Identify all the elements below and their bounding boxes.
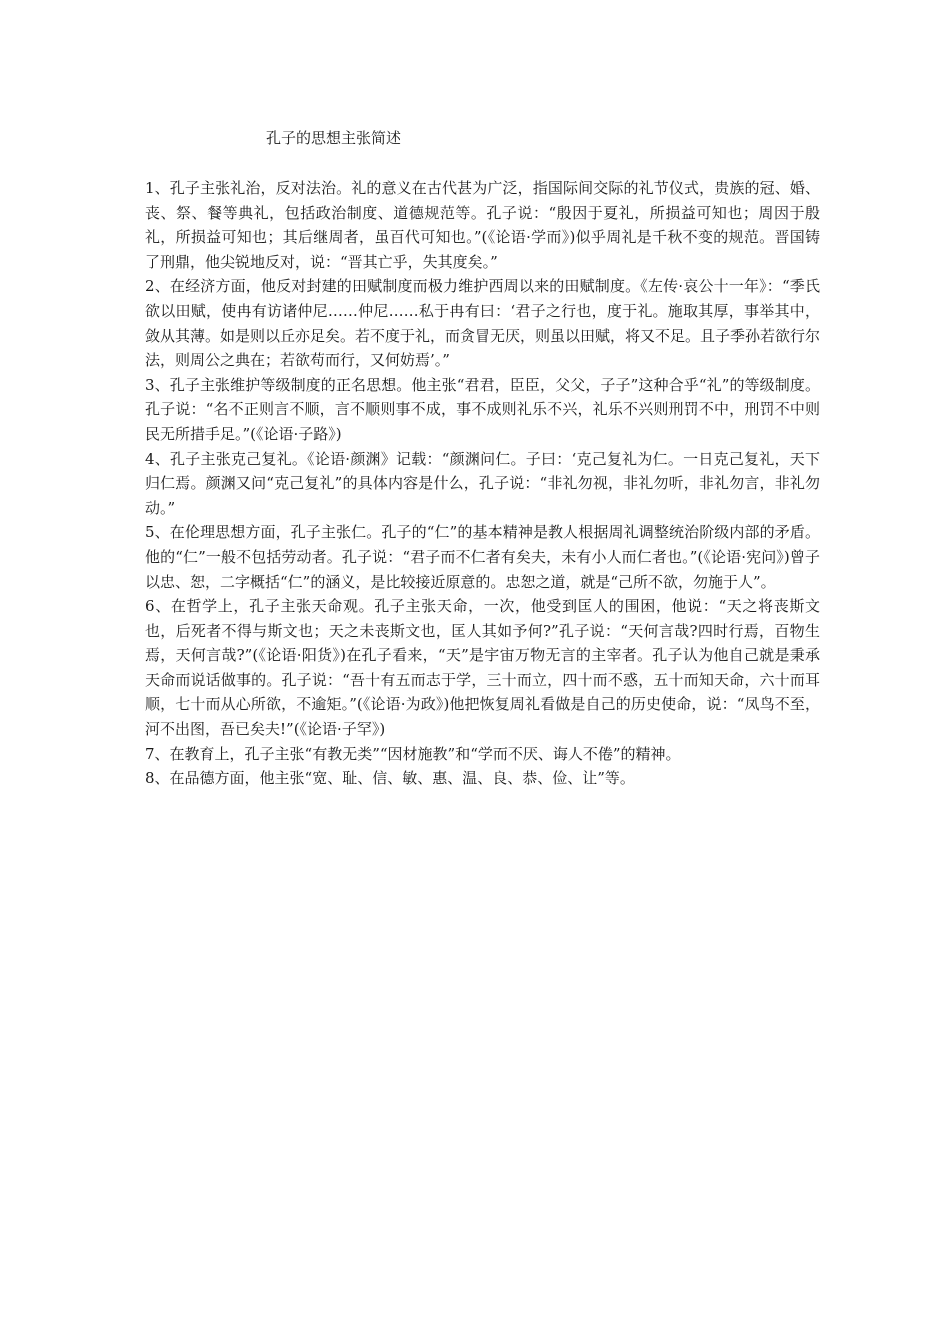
paragraph-5: 5、在伦理思想方面，孔子主张仁。孔子的“仁”的基本精神是教人根据周礼调整统治阶级内部的矛盾。他的“仁”一般不包括劳动者。孔子说：“君子而不仁者有矣夫，未有小人而仁者也。”(《论语·宪问》)曾子以忠、恕，二字概括“仁”的涵义，是比较接近原意的。忠恕之道，就是“己所不欲，勿施于人”。: [145, 523, 820, 591]
paragraph-8: 8、在品德方面，他主张“宽、耻、信、敏、惠、温、良、恭、俭、让”等。: [145, 769, 635, 788]
paragraph-2: 2、在经济方面，他反对封建的田赋制度而极力维护西周以来的田赋制度。《左传·哀公十一年》：“季氏欲以田赋，使冉有访诸仲尼……仲尼……私于冉有曰：‘君子之行也，度于礼。施取其厚，事举其中，敛从其薄。如是则以丘亦足矣。若不度于礼，而贪冒无厌，则虽以田赋，将又不足。且子季孙若欲行尔法，则周公之典在；若欲苟而行，又何妨焉’。”: [145, 277, 821, 370]
paragraph-6: 6、在哲学上，孔子主张天命观。孔子主张天命，一次，他受到匡人的围困，他说：“天之将丧斯文也，后死者不得与斯文也；天之未丧斯文也，匡人其如予何?”孔子说：“天何言哉?四时行焉，百物生焉，天何言哉?”(《论语·阳货》)在孔子看来，“天”是宇宙万物无言的主宰者。孔子认为他自己就是秉承天命而说话做事的。孔子说：“吾十有五而志于学，三十而立，四十而不惑，五十而知天命，六十而耳顺，七十而从心所欲，不逾矩。”(《论语·为政》)他把恢复周礼看做是自己的历史使命，说：“凤鸟不至，河不出图，吾已矣夫!”(《论语·子罕》): [145, 597, 820, 739]
paragraph-7: 7、在教育上，孔子主张“有教无类”“因材施教”和“学而不厌、诲人不倦”的精神。: [145, 744, 681, 763]
paragraph-1: 1、孔子主张礼治，反对法治。礼的意义在古代甚为广泛，指国际间交际的礼节仪式，贵族的冠、婚、丧、祭、餐等典礼，包括政治制度、道德规范等。孔子说：“殷因于夏礼，所损益可知也；周因于殷礼，所损益可知也；其后继周者，虽百代可知也。”(《论语·学而》)似乎周礼是千秋不变的规范。晋国铸了刑鼎，他尖锐地反对，说：“晋其亡乎，失其度矣。”: [145, 179, 820, 271]
paragraph-4: 4、孔子主张克己复礼。《论语·颜渊》记载：“颜渊问仁。子曰：‘克己复礼为仁。一日克己复礼，天下归仁焉。颜渊又问“克己复礼”的具体内容是什么，孔子说：“非礼勿视，非礼勿听，非礼勿言，非礼勿动。”: [145, 449, 820, 517]
document-title: 孔子的思想主张简述: [266, 129, 402, 147]
paragraph-3: 3、孔子主张维护等级制度的正名思想。他主张“君君，臣臣，父父，子子”这种合乎“礼”的等级制度。孔子说：“名不正则言不顺，言不顺则事不成，事不成则礼乐不兴，礼乐不兴则刑罚不中，刑罚不中则民无所措手足。”(《论语·子路》): [145, 375, 820, 443]
document-body: [145, 176, 820, 791]
